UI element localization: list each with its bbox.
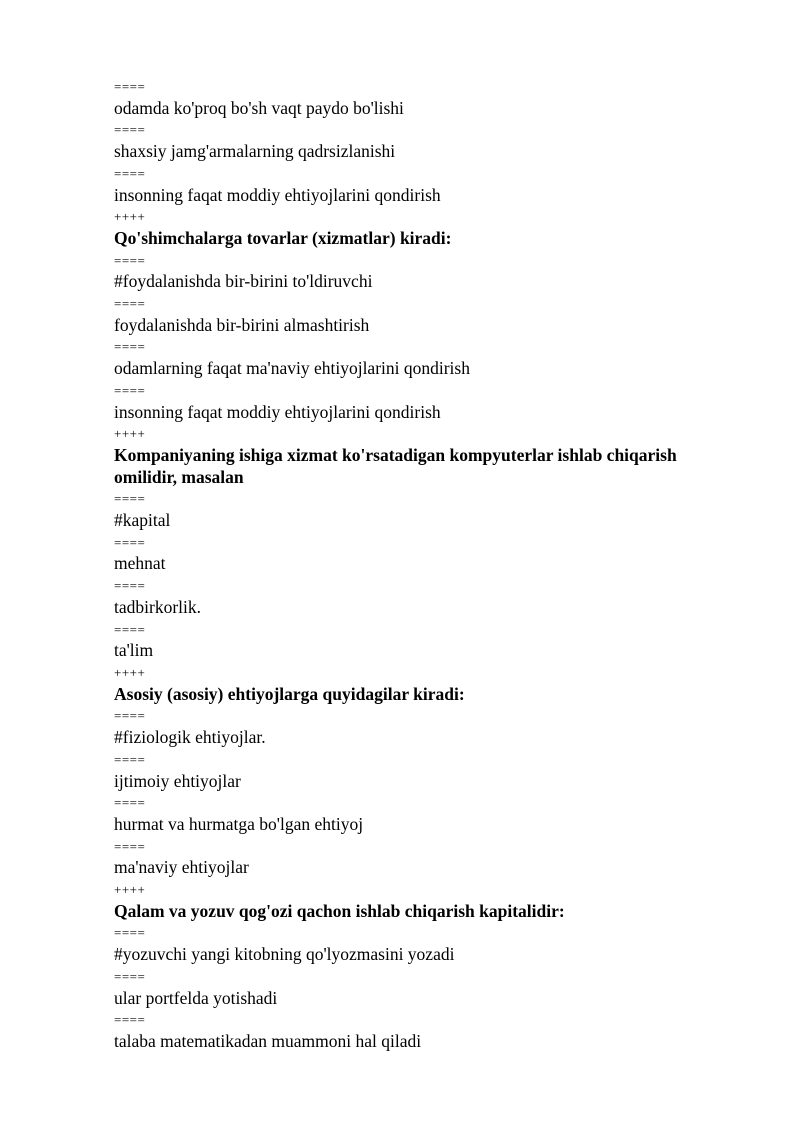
option-separator: ==== bbox=[114, 795, 146, 811]
question-separator: ++++ bbox=[114, 426, 146, 442]
option-separator: ==== bbox=[114, 165, 146, 181]
answer-option: odamda ko'proq bo'sh vaqt paydo bo'lishi bbox=[114, 97, 404, 118]
option-separator: ==== bbox=[114, 925, 146, 941]
option-separator: ==== bbox=[114, 1012, 146, 1028]
option-separator: ==== bbox=[114, 122, 146, 138]
answer-option: #foydalanishda bir-birini to'ldiruvchi bbox=[114, 271, 373, 292]
option-separator: ==== bbox=[114, 252, 146, 268]
option-separator: ==== bbox=[114, 838, 146, 854]
question-separator: ++++ bbox=[114, 664, 146, 680]
answer-option: hurmat va hurmatga bo'lgan ehtiyoj bbox=[114, 813, 364, 834]
answer-option: insonning faqat moddiy ehtiyojlarini qondirish bbox=[114, 401, 441, 422]
question-separator: ++++ bbox=[114, 882, 146, 898]
option-separator: ==== bbox=[114, 296, 146, 312]
answer-option: #kapital bbox=[114, 510, 171, 531]
answer-option: ijtimoiy ehtiyojlar bbox=[114, 770, 241, 791]
option-separator: ==== bbox=[114, 621, 146, 637]
option-separator: ==== bbox=[114, 382, 146, 398]
option-separator: ==== bbox=[114, 968, 146, 984]
answer-option: ular portfelda yotishadi bbox=[114, 987, 278, 1008]
answer-option: foydalanishda bir-birini almashtirish bbox=[114, 314, 370, 335]
option-separator: ==== bbox=[114, 79, 146, 94]
answer-option: ta'lim bbox=[114, 640, 154, 661]
answer-option: ma'naviy ehtiyojlar bbox=[114, 857, 249, 878]
option-separator: ==== bbox=[114, 708, 146, 724]
answer-option: shaxsiy jamg'armalarning qadrsizlanishi bbox=[114, 141, 396, 162]
answer-option: insonning faqat moddiy ehtiyojlarini qondirish bbox=[114, 184, 441, 205]
question-text: Qalam va yozuv qog'ozi qachon ishlab chiqarish kapitalidir: bbox=[114, 900, 565, 921]
answer-option: tadbirkorlik. bbox=[114, 596, 201, 617]
option-separator: ==== bbox=[114, 491, 146, 507]
answer-option: #yozuvchi yangi kitobning qo'lyozmasini yozadi bbox=[114, 944, 455, 965]
question-text: Qo'shimchalarga tovarlar (xizmatlar) kiradi: bbox=[114, 227, 452, 248]
option-separator: ==== bbox=[114, 339, 146, 355]
question-separator: ++++ bbox=[114, 209, 146, 225]
question-text: Asosiy (asosiy) ehtiyojlarga quyidagilar kiradi: bbox=[114, 683, 465, 704]
answer-option: talaba matematikadan muammoni hal qiladi bbox=[114, 1030, 422, 1051]
document-page bbox=[114, 76, 726, 1053]
option-separator: ==== bbox=[114, 578, 146, 594]
answer-option: mehnat bbox=[114, 553, 166, 574]
option-separator: ==== bbox=[114, 751, 146, 767]
option-separator: ==== bbox=[114, 534, 146, 550]
answer-option: odamlarning faqat ma'naviy ehtiyojlarini qondirish bbox=[114, 358, 470, 379]
answer-option: #fiziologik ehtiyojlar. bbox=[114, 727, 266, 748]
question-text: Kompaniyaning ishiga xizmat ko'rsatadigan kompyuterlar ishlab chiqarish omilidir, masalan bbox=[114, 444, 677, 487]
